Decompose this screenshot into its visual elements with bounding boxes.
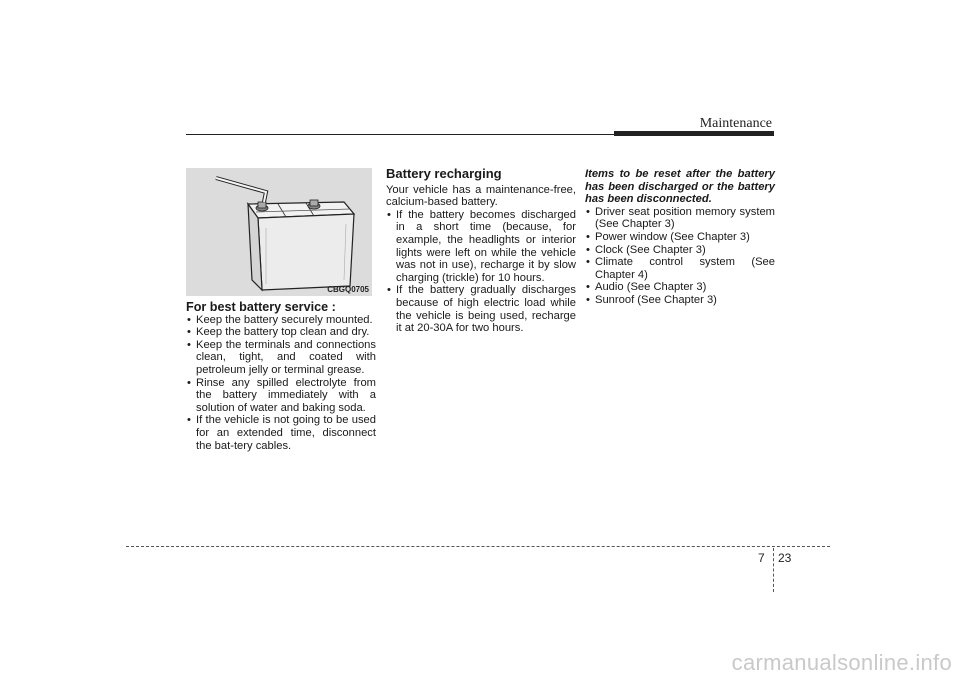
best-service-section: [186, 301, 376, 452]
recharging-list: [386, 209, 576, 335]
list-item: • Rinse any spilled electrolyte from the battery immediately with a solution of water and baking soda.: [186, 377, 376, 415]
battery-illustration: [186, 168, 372, 296]
footer-divider: [773, 548, 774, 592]
list-item: • Audio (See Chapter 3): [585, 281, 775, 294]
best-service-list: [186, 314, 376, 453]
list-item: • Clock (See Chapter 3): [585, 244, 775, 257]
footer-rule: [126, 546, 830, 547]
list-item: • Keep the terminals and connections clean, tight, and coated with petroleum jelly or terminal grease.: [186, 339, 376, 377]
best-service-heading: For best battery service :: [186, 300, 336, 314]
list-item: • Driver seat position memory system (See Chapter 3): [585, 206, 775, 231]
header-rule: [186, 134, 614, 135]
list-item: • If the battery becomes discharged in a short time (because, for example, the headlights or interior lights were left on while the vehicle was not in use), recharge it by slow charging (trickle) for 10 hours.: [386, 209, 576, 285]
header-rule-accent: [614, 131, 774, 136]
recharging-intro: Your vehicle has a maintenance-free, calcium-based battery.: [386, 183, 576, 209]
recharging-heading: Battery recharging: [386, 166, 502, 181]
battery-icon: [186, 168, 372, 296]
watermark: carmanualsonline.info: [731, 650, 952, 675]
chapter-number: 7: [758, 551, 765, 565]
list-item: • If the battery gradually discharges because of high electric load while the vehicle is being used, recharge it at 20-30A for two hours.: [386, 284, 576, 334]
page-number: 23: [778, 551, 792, 565]
list-item: • Sunroof (See Chapter 3): [585, 294, 775, 307]
list-item: • Climate control system (See Chapter 4): [585, 256, 775, 281]
figure-code: CBGQ0705: [327, 285, 369, 294]
recharging-section: [386, 168, 576, 335]
reset-list: [585, 206, 775, 307]
reset-section: [585, 168, 775, 307]
list-item: • Keep the battery securely mounted.: [186, 314, 376, 327]
section-title: Maintenance: [699, 116, 772, 131]
list-item: • Power window (See Chapter 3): [585, 231, 775, 244]
reset-heading: Items to be reset after the battery has been discharged or the battery has been disconnected.: [585, 168, 775, 206]
list-item: • If the vehicle is not going to be used for an extended time, disconnect the bat-tery cables.: [186, 414, 376, 452]
list-item: • Keep the battery top clean and dry.: [186, 326, 376, 339]
